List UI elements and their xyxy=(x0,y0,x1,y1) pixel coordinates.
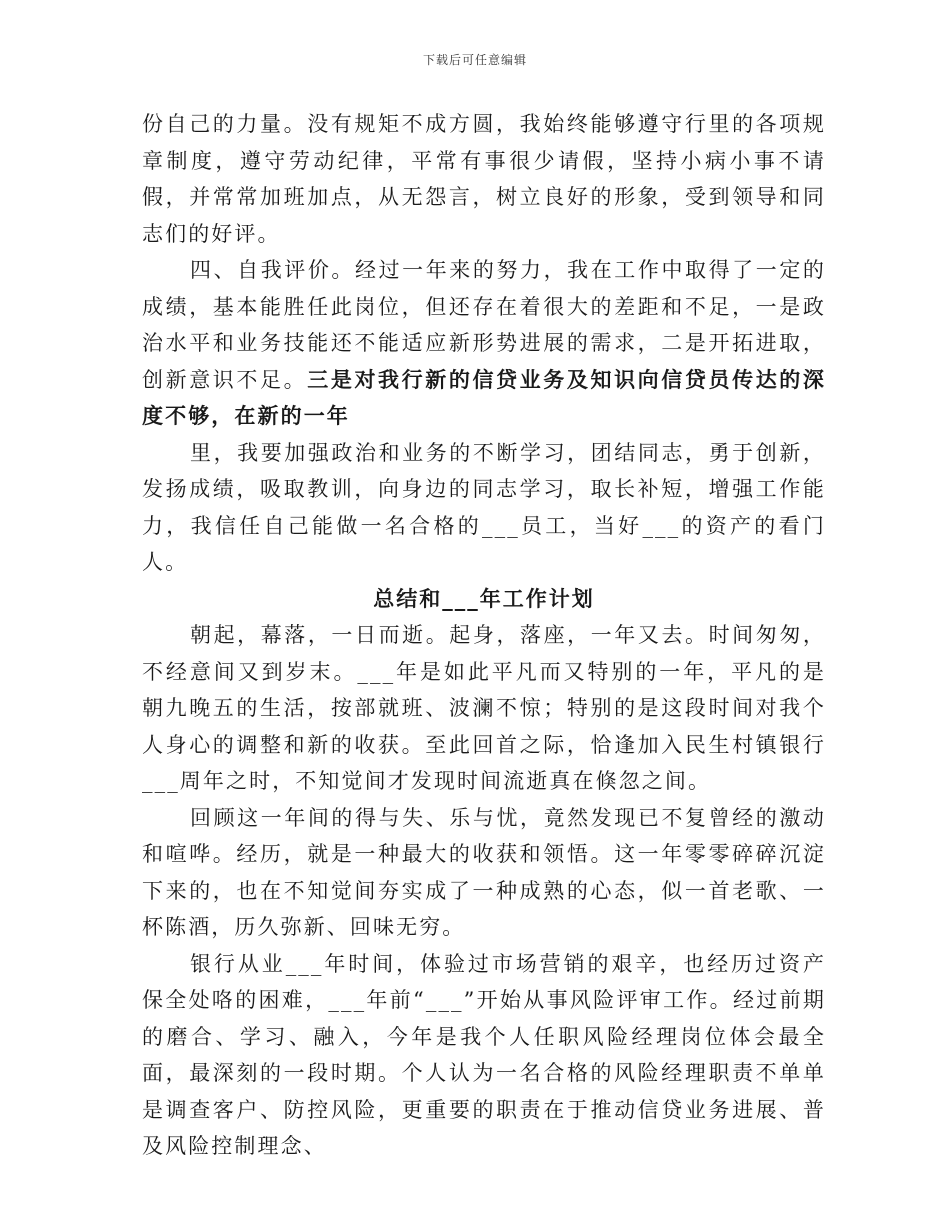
paragraph-risk-manager: 银行从业___年时间，体验过市场营销的艰辛，也经历过资产保全处咯的困难，___年前“___”开始从事风险评审工作。经过前期的磨合、学习、融入，今年是我个人任职风险经理岗位体会最全面，最深刻的一段时期。个人认为一名合格的风险经理职责不单单是调查客户、防控风险，更重要的职责在于推动信贷业务进展、普及风险控制理念、 xyxy=(142,951,826,1158)
self-evaluation-bold-text: 三是对我行新的信贷业务及知识向信贷员传达的深度不够，在新的一年 xyxy=(142,366,827,428)
document-body xyxy=(142,106,826,1165)
paragraph-self-discipline: 份自己的力量。没有规矩不成方圆，我始终能够遵守行里的各项规章制度，遵守劳动纪律，平常有事很少请假，坚持小病小事不请假，并常常加班加点，从无怨言，树立良好的形象，受到领导和同志们的好评。 xyxy=(142,112,826,246)
page-header: 下载后可任意编辑 xyxy=(422,53,527,67)
self-evaluation-text: 四、自我评价。经过一年来的努力，我在工作中取得了一定的成绩，基本能胜任此岗位，但还存在着很大的差距和不足，一是政治水平和业务技能还不能适应新形势进展的需求，二是开拓进取，创新意识不足。 xyxy=(142,258,826,392)
paragraph-self-evaluation xyxy=(142,252,826,435)
paragraph-next-year-plan: 里，我要加强政治和业务的不断学习，团结同志，勇于创新，发扬成绩，吸取教训，向身边的同志学习，取长补短，增强工作能力，我信任自己能做一名合格的___员工，当好___的资产的看门人。 xyxy=(142,440,826,574)
paragraph-looking-back: 回顾这一年间的得与失、乐与忧，竟然发现已不复曾经的激动和喧哗。经历，就是一种最大的收获和领悟。这一年零零碎碎沉淀下来的，也在不知觉间夯实成了一种成熟的心态，似一首老歌、一杯陈酒，历久弥新、回味无穷。 xyxy=(142,805,826,939)
paragraph-year-passing: 朝起，幕落，一日而逝。起身，落座，一年又去。时间匆匆，不经意间又到岁末。___年是如此平凡而又特别的一年，平凡的是朝九晚五的生活，按部就班、波澜不惊；特别的是这段时间对我个人身心的调整和新的收获。至此回首之际，恰逢加入民生村镇银行___周年之时，不知觉间才发现时间流逝真在倏忽之间。 xyxy=(142,623,826,793)
section-heading: 总结和___年工作计划 xyxy=(373,585,595,611)
